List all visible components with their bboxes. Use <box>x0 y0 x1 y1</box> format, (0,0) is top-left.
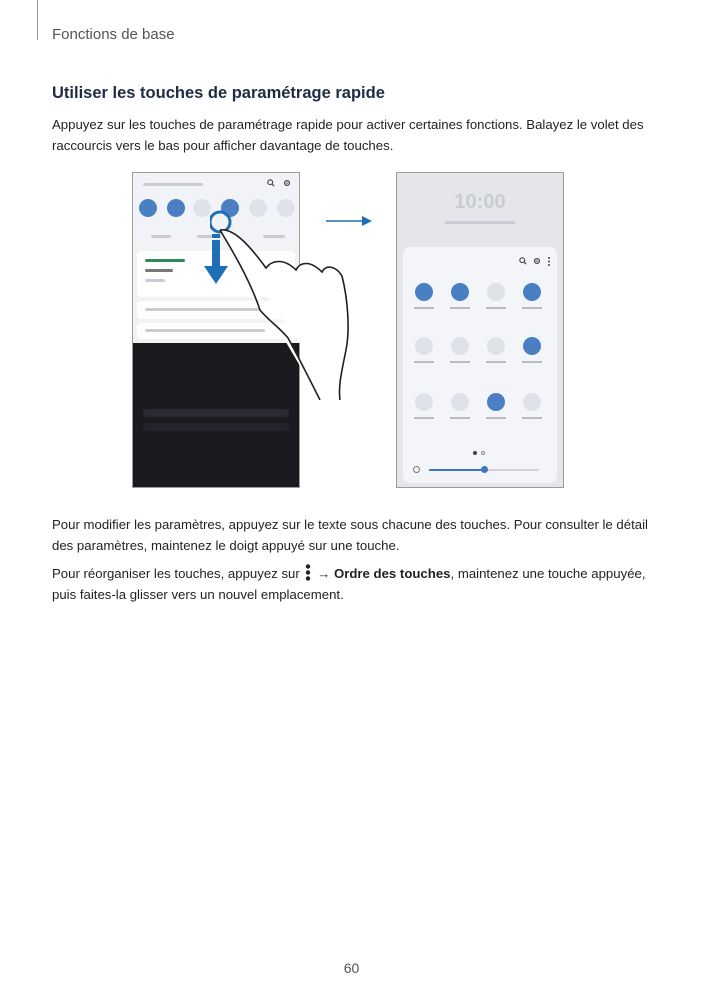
quick-panel-expanded <box>403 247 557 483</box>
wifi-icon <box>139 199 157 217</box>
search-icon <box>519 257 527 265</box>
body-paragraph-reorder: Pour réorganiser les touches, appuyez sur → Ordre des touches, maintenez une touche appuyée, puis faites-la glisser vers un nouvel emplacement. <box>52 566 646 602</box>
menu-path-bold: Ordre des touches <box>333 566 451 581</box>
bluetooth-icon <box>193 199 211 217</box>
more-options-icon <box>547 257 551 266</box>
section-header: Fonctions de base <box>52 26 175 43</box>
gear-icon <box>283 179 291 187</box>
search-icon <box>267 179 275 187</box>
sound-icon <box>167 199 185 217</box>
page-number: 60 <box>343 960 360 976</box>
right-arrow-icon <box>326 215 374 227</box>
body-paragraph-settings: Pour modifier les paramètres, appuyez sur le texte sous chacune des touches. Pour consulter le détail des paramètres, maintenez le doigt appuyé sur une touche. <box>52 517 648 553</box>
brightness-icon <box>413 466 420 473</box>
gear-icon <box>533 257 541 265</box>
more-options-icon <box>304 564 312 581</box>
hand-gesture-icon <box>210 210 360 400</box>
intro-paragraph: Appuyez sur les touches de paramétrage rapide pour activer certaines fonctions. Balayez le volet des raccourcis vers le bas pour afficher davantage de touches. <box>52 117 644 153</box>
brightness-slider <box>429 469 539 471</box>
illustration <box>130 170 570 490</box>
page-title: Utiliser les touches de paramétrage rapide <box>52 84 385 102</box>
margin-rule <box>37 0 38 40</box>
clock: 10:00 <box>454 191 506 213</box>
phone-screen-expanded-panel <box>396 172 564 488</box>
location-icon <box>487 393 505 411</box>
